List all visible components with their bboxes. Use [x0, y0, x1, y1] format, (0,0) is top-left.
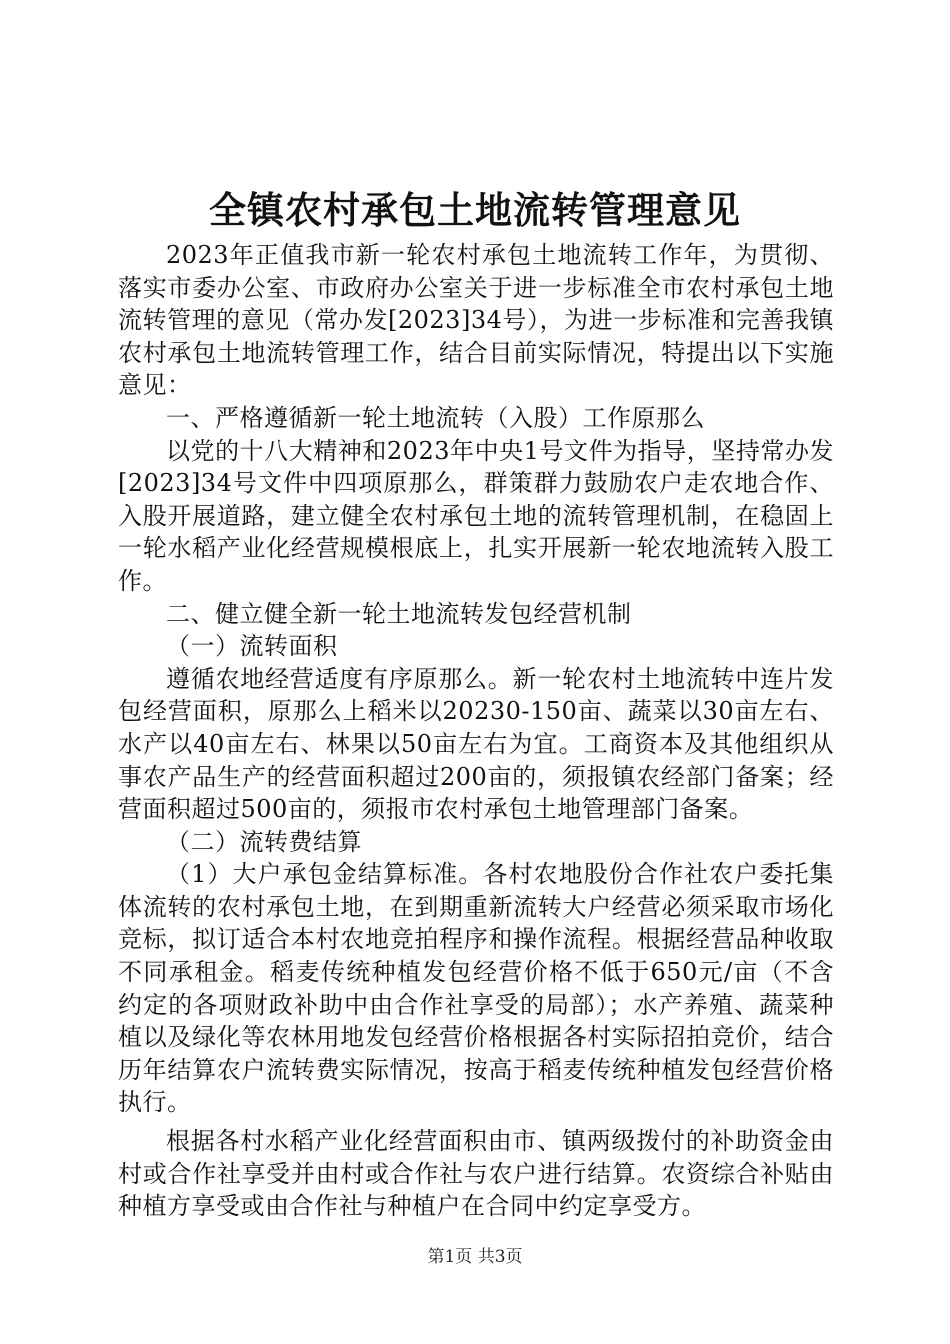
subsection-1-paragraph: 遵循农地经营适度有序原那么。新一轮农村土地流转中连片发包经营面积，原那么上稻米以20230-150亩、蔬菜以30亩左右、水产以40亩左右、林果以50亩左右为宜。工商资本及其他组织从事农产品生产的经营面积超过200亩的，须报镇农经部门备案；经营面积超过500亩的，须报市农村承包土地管理部门备案。 — [118, 664, 834, 824]
document-body — [118, 239, 834, 1223]
subsection-1-heading: （一）流转面积 — [166, 632, 338, 661]
subsection-2-paragraph-2: 根据各村水稻产业化经营面积由市、镇两级拨付的补助资金由村或合作社享受并由村或合作社与农户进行结算。农资综合补贴由种植方享受或由合作社与种植户在合同中约定享受方。 — [118, 1127, 834, 1221]
document-title: 全镇农村承包土地流转管理意见 — [209, 188, 741, 232]
section-1-heading: 一、严格遵循新一轮土地流转（入股）工作原那么 — [166, 403, 705, 432]
subsection-2-paragraph-1: （1）大户承包金结算标准。各村农地股份合作社农户委托集体流转的农村承包土地，在到期重新流转大户经营必须采取市场化竞标，拟订适合本村农地竞拍程序和操作流程。根据经营品种收取不同承租金。稻麦传统种植发包经营价格不低于650元/亩（不含约定的各项财政补助中由合作社享受的局部）；水产养殖、蔬菜种植以及绿化等农林用地发包经营价格根据各村实际招拍竞价，结合历年结算农户流转费实际情况，按高于稻麦传统种植发包经营价格执行。 — [118, 860, 834, 1117]
intro-paragraph: 2023年正值我市新一轮农村承包土地流转工作年，为贯彻、落实市委办公室、市政府办公室关于进一步标准全市农村承包土地流转管理的意见（常办发[2023]34号），为进一步标准和完善我镇农村承包土地流转管理工作，结合目前实际情况，特提出以下实施意见： — [118, 241, 834, 400]
page-number-footer: 第1页 共3页 — [427, 1247, 523, 1267]
section-2-heading: 二、健立健全新一轮土地流转发包经营机制 — [166, 599, 632, 628]
subsection-2-heading: （二）流转费结算 — [166, 827, 362, 856]
section-1-paragraph: 以党的十八大精神和2023年中央1号文件为指导，坚持常办发[2023]34号文件中四项原那么，群策群力鼓励农户走农地合作、入股开展道路，建立健全农村承包土地的流转管理机制，在稳固上一轮水稻产业化经营规模根底上，扎实开展新一轮农地流转入股工作。 — [118, 436, 834, 595]
